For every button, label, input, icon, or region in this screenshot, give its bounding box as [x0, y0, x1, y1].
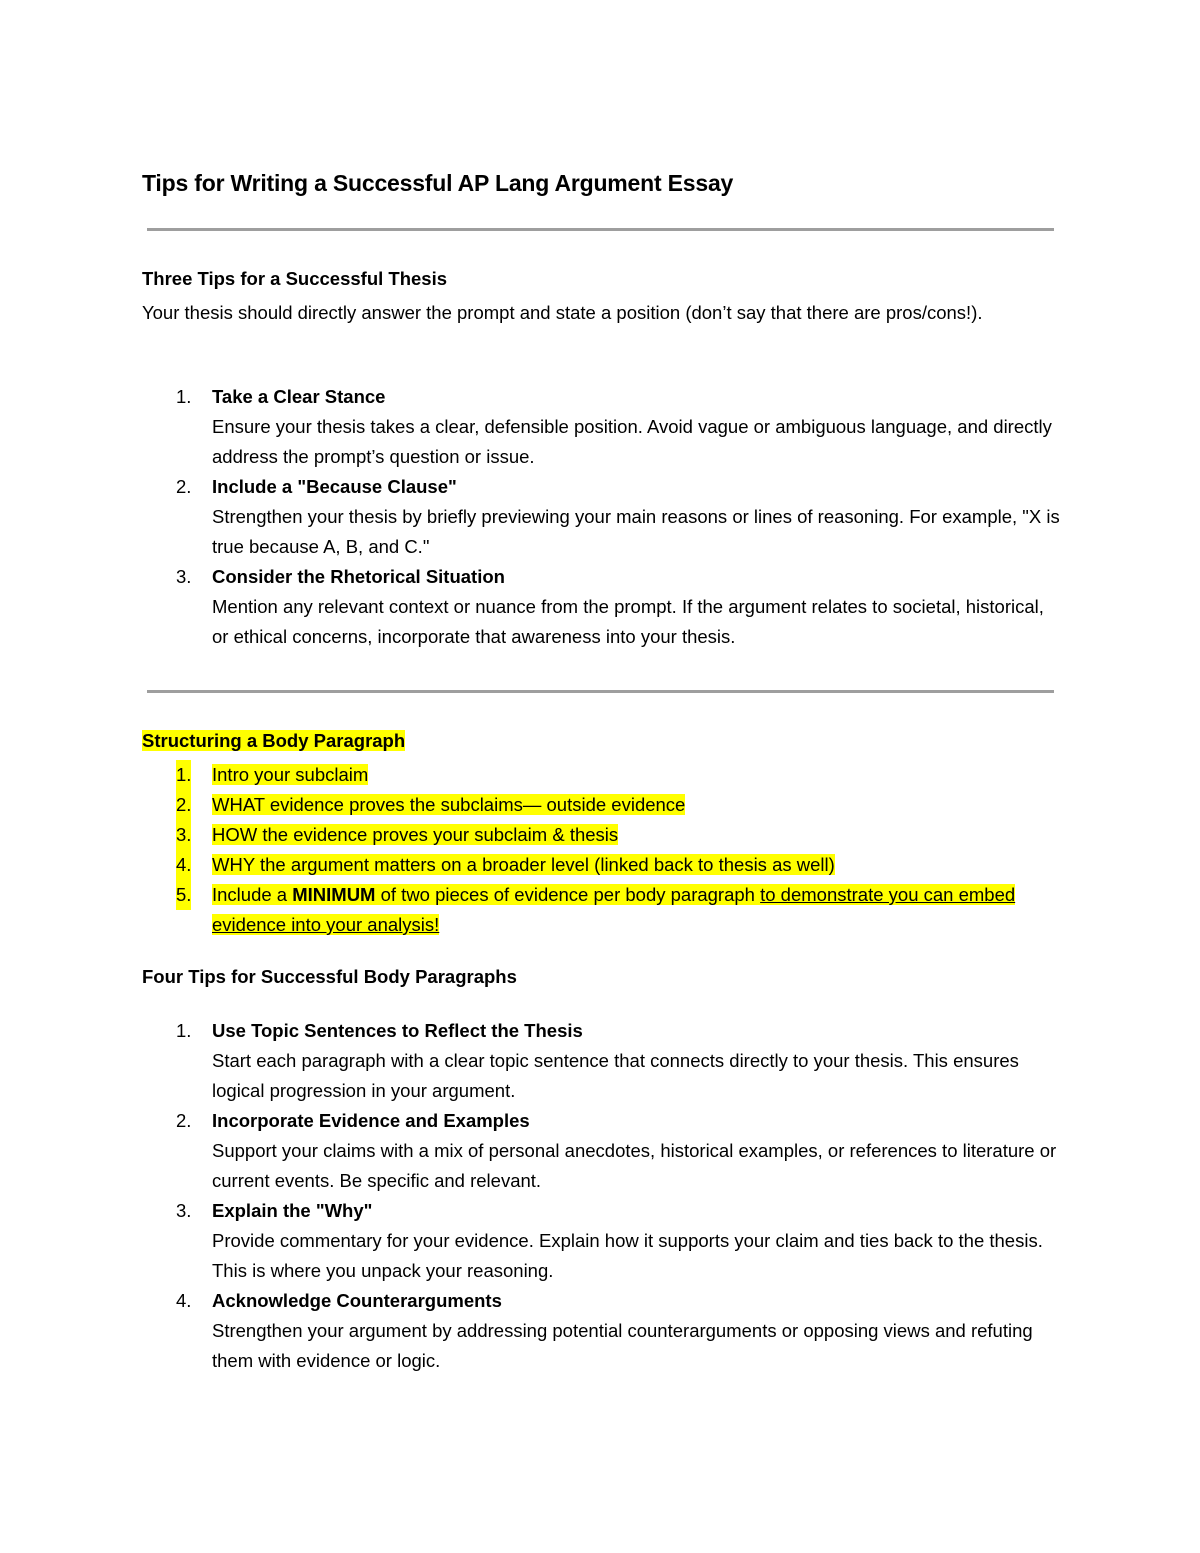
list-item-text: WHAT evidence proves the subclaims— outside evidence: [212, 794, 686, 815]
list-item: [142, 790, 1062, 820]
list-item: [142, 850, 1062, 880]
list-item: [142, 1016, 1062, 1106]
list-item: [142, 1196, 1062, 1286]
tip-body: Mention any relevant context or nuance from the prompt. If the argument relates to societal, historical, or ethical concerns, incorporate that awareness into your thesis.: [212, 596, 1044, 647]
document-title: Tips for Writing a Successful AP Lang Argument Essay: [142, 170, 734, 196]
list-number: 4.: [176, 850, 191, 880]
thesis-tips-list: [142, 382, 1062, 652]
list-item: [142, 1286, 1062, 1376]
tip-title: Incorporate Evidence and Examples: [212, 1110, 530, 1131]
item-text-bold: MINIMUM: [292, 884, 376, 905]
list-number: 3.: [176, 1200, 192, 1221]
list-item: [142, 382, 1062, 472]
tip-body: Provide commentary for your evidence. Explain how it supports your claim and ties back to the thesis. This is where you unpack your reasoning.: [212, 1230, 1043, 1281]
horizontal-rule-middle: [147, 690, 1054, 693]
tip-title: Consider the Rhetorical Situation: [212, 566, 505, 587]
list-item-text: HOW the evidence proves your subclaim & thesis: [212, 824, 619, 845]
tip-body: Strengthen your thesis by briefly previewing your main reasons or lines of reasoning. For example, "X is true because A, B, and C.": [212, 506, 1060, 557]
body-structure-heading: [142, 730, 405, 752]
list-number: 1.: [176, 760, 191, 790]
tip-title: Take a Clear Stance: [212, 386, 386, 407]
list-number: 4.: [176, 1290, 192, 1311]
tip-title: Acknowledge Counterarguments: [212, 1290, 502, 1311]
item-text-underlined: to demonstrate you can embed evidence into your analysis!: [212, 884, 1016, 935]
thesis-section-heading: Three Tips for a Successful Thesis: [142, 268, 448, 289]
item-text-start: Include a: [212, 884, 293, 905]
highlighted-heading-text: Structuring a Body Paragraph: [142, 730, 406, 751]
body-tips-list: [142, 1016, 1062, 1376]
thesis-intro: Your thesis should directly answer the prompt and state a position (don’t say that there are pros/cons!).: [142, 302, 983, 323]
body-tips-heading: Four Tips for Successful Body Paragraphs: [142, 966, 517, 987]
list-number: 1.: [176, 1020, 192, 1041]
list-number: 2.: [176, 790, 191, 820]
list-number: 3.: [176, 820, 191, 850]
item-text-middle: of two pieces of evidence per body paragraph: [375, 884, 761, 905]
tip-body: Start each paragraph with a clear topic sentence that connects directly to your thesis. This ensures logical progression in your argument.: [212, 1050, 1019, 1101]
list-number: 2.: [176, 476, 192, 497]
list-item-text: WHY the argument matters on a broader level (linked back to thesis as well): [212, 854, 835, 875]
list-item: [142, 880, 1062, 940]
list-number: 5.: [176, 880, 191, 910]
list-number: 3.: [176, 566, 192, 587]
list-number: 2.: [176, 1110, 192, 1131]
list-number: 1.: [176, 386, 192, 407]
body-structure-list: [142, 760, 1062, 940]
list-item: [142, 472, 1062, 562]
horizontal-rule-top: [147, 228, 1054, 231]
list-item-text: [212, 884, 1015, 935]
list-item: [142, 760, 1062, 790]
tip-body: Strengthen your argument by addressing potential counterarguments or opposing views and refuting them with evidence or logic.: [212, 1320, 1033, 1371]
tip-title: Use Topic Sentences to Reflect the Thesis: [212, 1020, 583, 1041]
tip-body: Support your claims with a mix of personal anecdotes, historical examples, or references to literature or current events. Be specific and relevant.: [212, 1140, 1057, 1191]
list-item: [142, 562, 1062, 652]
list-item: [142, 1106, 1062, 1196]
tip-body: Ensure your thesis takes a clear, defensible position. Avoid vague or ambiguous language, and directly address the prompt’s question or issue.: [212, 416, 1052, 467]
tip-title: Explain the "Why": [212, 1200, 373, 1221]
tip-title: Include a "Because Clause": [212, 476, 457, 497]
list-item: [142, 820, 1062, 850]
list-item-text: Intro your subclaim: [212, 764, 369, 785]
